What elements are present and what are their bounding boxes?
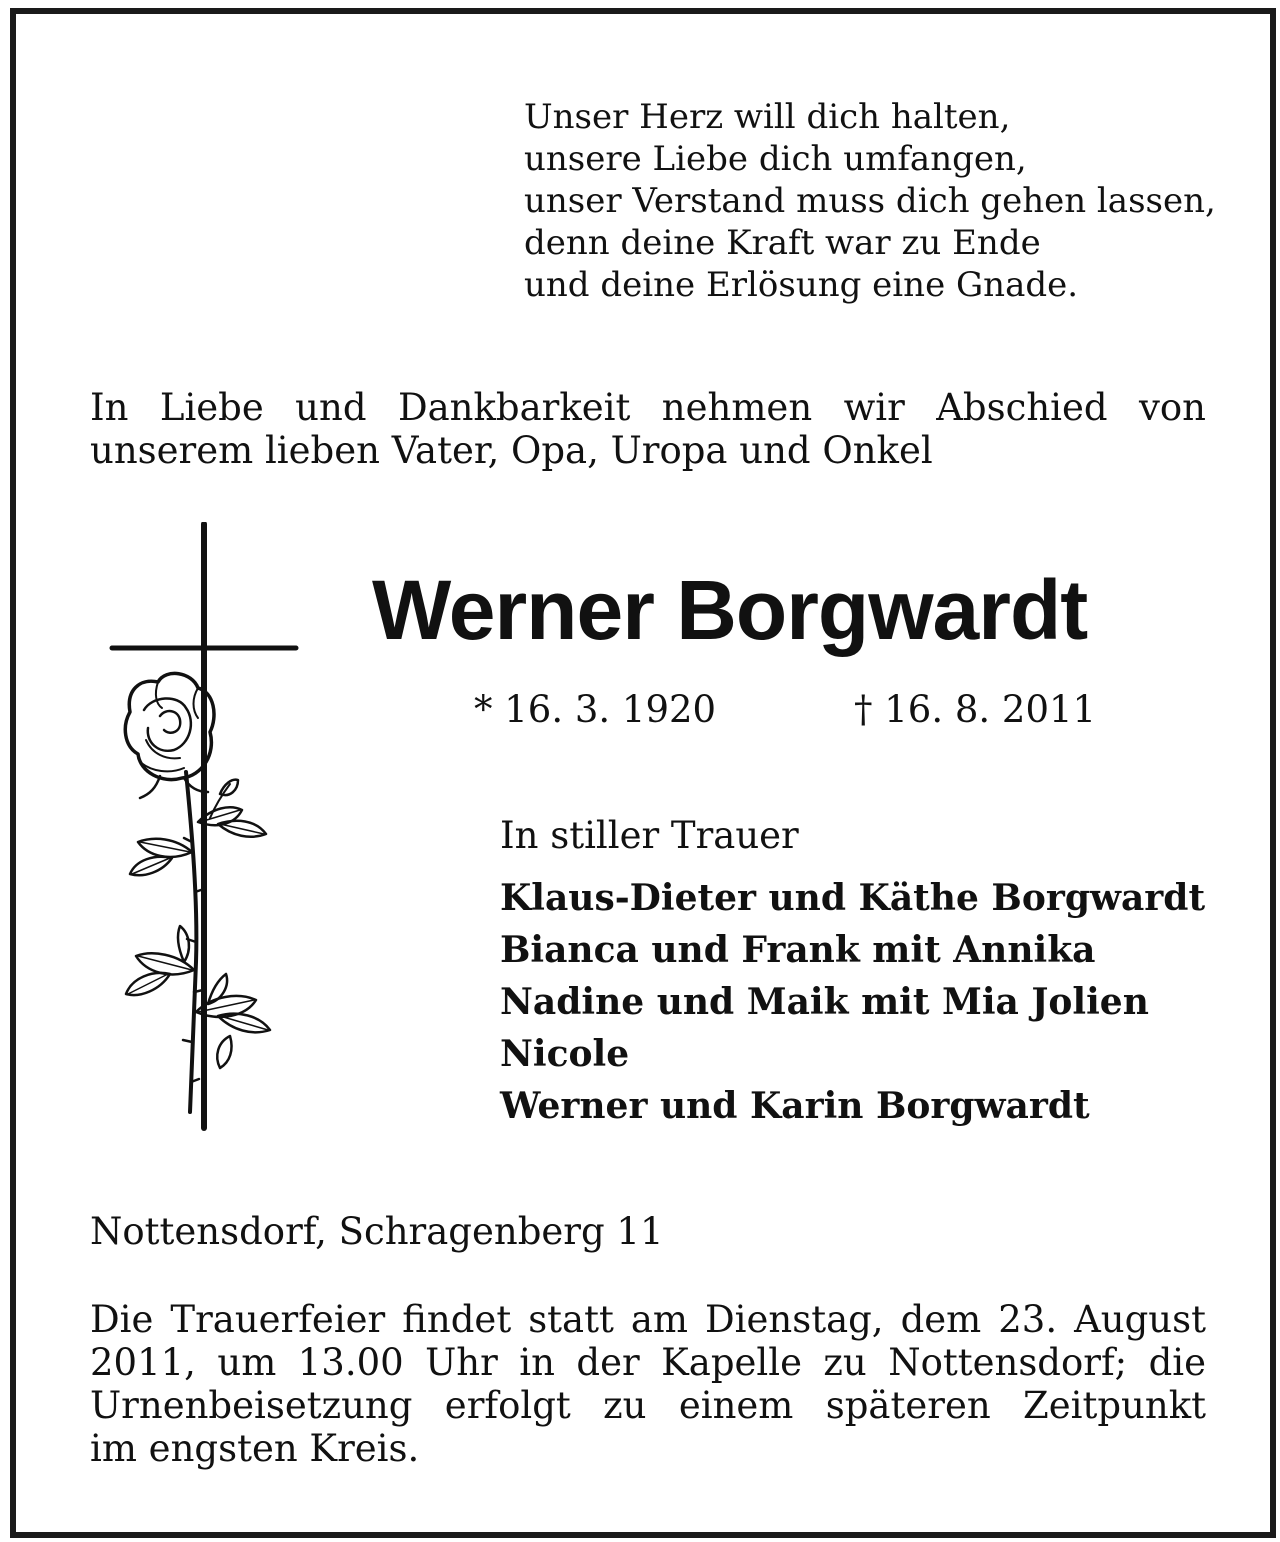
farewell-intro (90, 386, 1206, 472)
death-date: † 16. 8. 2011 (854, 688, 1097, 731)
mourner-name: Klaus-Dieter und Käthe Borgwardt (500, 877, 1206, 919)
poem-line: und deine Erlösung eine Gnade. (524, 265, 1079, 305)
obituary-notice (10, 8, 1276, 1538)
intro-line: In Liebe und Dankbarkeit nehmen wir Abschied von (90, 386, 1206, 429)
funeral-line: Urnenbeisetzung erfolgt zu einem späteren Zeitpunkt (90, 1384, 1206, 1427)
birth-date: * 16. 3. 1920 (474, 688, 717, 731)
mourning-heading: In stiller Trauer (500, 814, 799, 857)
poem (524, 96, 1216, 306)
intro-line: unserem lieben Vater, Opa, Uropa und Onkel (90, 429, 933, 472)
mourner-name: Werner und Karin Borgwardt (500, 1085, 1090, 1127)
mourner-name: Bianca und Frank mit Annika (500, 929, 1096, 971)
poem-line: denn deine Kraft war zu Ende (524, 223, 1041, 263)
poem-line: unsere Liebe dich umfangen, (524, 139, 1027, 179)
funeral-details (90, 1298, 1206, 1470)
funeral-line: Die Trauerfeier findet statt am Dienstag, dem 23. August (90, 1298, 1206, 1341)
deceased-name: Werner Borgwardt (372, 563, 1088, 657)
poem-line: unser Verstand muss dich gehen lassen, (524, 181, 1216, 221)
poem-line: Unser Herz will dich halten, (524, 97, 1011, 137)
funeral-line: 2011, um 13.00 Uhr in der Kapelle zu Nottensdorf; die (90, 1341, 1206, 1384)
address: Nottensdorf, Schragenberg 11 (90, 1210, 664, 1253)
funeral-line: im engsten Kreis. (90, 1427, 420, 1470)
mourner-list (500, 872, 1205, 1132)
mourner-name: Nadine und Maik mit Mia Jolien (500, 981, 1149, 1023)
mourner-name: Nicole (500, 1033, 630, 1075)
cross-with-rose-icon (100, 522, 300, 1136)
